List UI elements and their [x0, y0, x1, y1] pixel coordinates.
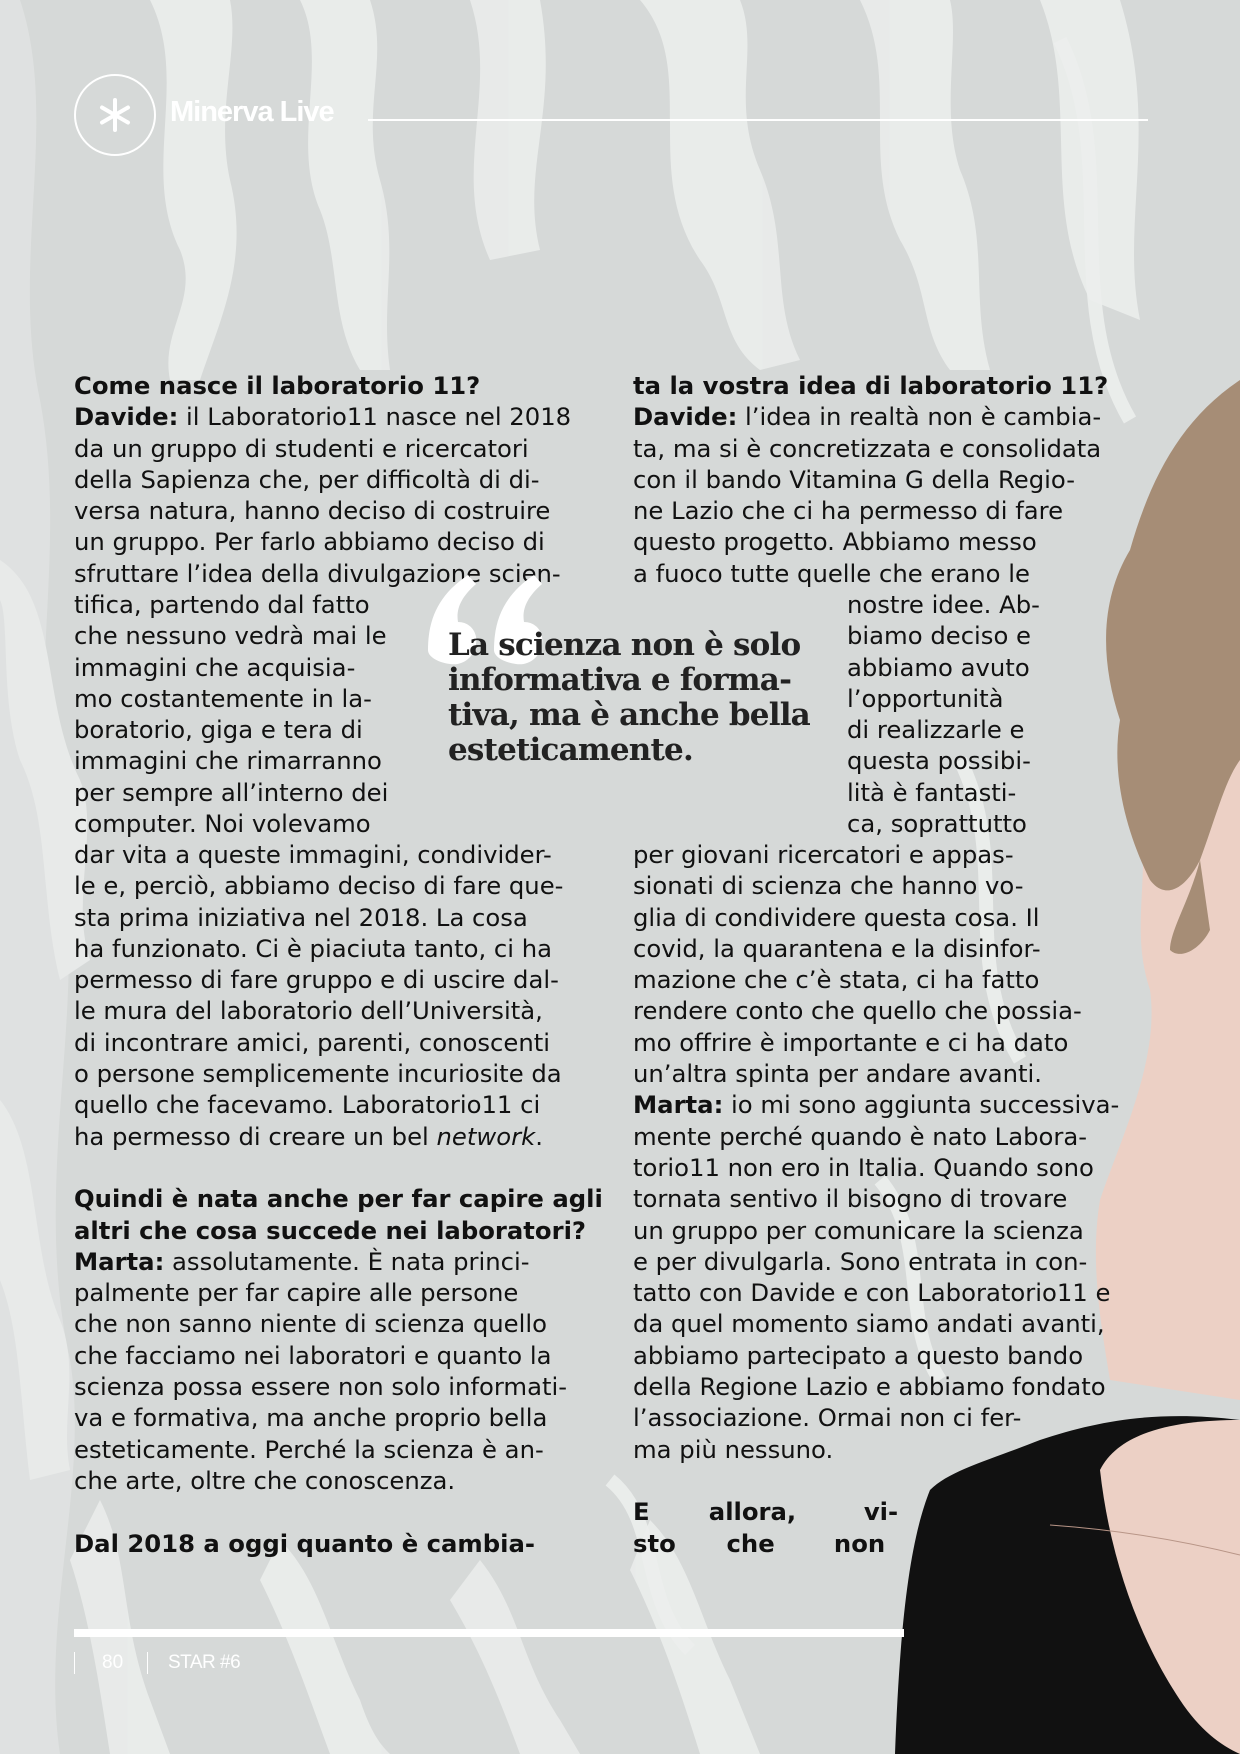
text-line: ta, ma si è concretizzata e consolidata — [633, 433, 1102, 463]
text-line: l’opportunità — [847, 683, 1004, 713]
text-line: a fuoco tutte quelle che erano le — [633, 558, 1030, 588]
text-line: biamo deciso e — [847, 621, 1031, 651]
text-line: esteticamente. Perché la scienza è an- — [74, 1434, 544, 1464]
text-line: E allora, vi- — [633, 1497, 899, 1527]
right-column-top — [633, 370, 1108, 589]
text-line: covid, la quarantena e la disinfor- — [633, 933, 1041, 963]
text-line: tifica, partendo dal fatto — [74, 590, 370, 619]
text-line: che non sanno niente di scienza quello — [74, 1309, 547, 1339]
text-line: l’associazione. Ormai non ci fer- — [633, 1403, 1022, 1433]
text-line: per giovani ricercatori e appas- — [633, 840, 1014, 869]
text-line: Davide: il Laboratorio11 nasce nel 2018 — [74, 402, 572, 432]
asterisk-icon — [76, 76, 154, 154]
text-line: altri che cosa succede nei laboratori? — [74, 1215, 586, 1245]
text-line: di incontrare amici, parenti, conoscenti — [74, 1027, 551, 1057]
text-line: ha funzionato. Ci è piaciuta tanto, ci ha — [74, 933, 553, 963]
text-line: mo offrire è importante e ci ha dato — [633, 1027, 1069, 1057]
text-line: abbiamo partecipato a questo bando — [633, 1340, 1084, 1370]
text-line: ta la vostra idea di laboratorio 11? — [633, 371, 1109, 400]
text-line: un’altra spinta per andare avanti. — [633, 1059, 1043, 1089]
text-line: questo progetto. Abbiamo messo — [633, 527, 1037, 557]
footer-bar — [74, 1629, 904, 1637]
text-line: palmente per far capire alle persone — [74, 1278, 519, 1308]
text-line: boratorio, giga e tera di — [74, 715, 363, 745]
text-line: da un gruppo di studenti e ricercatori — [74, 433, 529, 463]
text-line: mazione che c’è stata, ci ha fatto — [633, 965, 1040, 995]
text-line: sionati di scienza che hanno vo- — [633, 871, 1024, 901]
text-line: con il bando Vitamina G della Regio- — [633, 464, 1076, 494]
header-logo — [74, 74, 156, 156]
header-rule — [368, 119, 1148, 121]
left-column-top — [74, 370, 571, 589]
text-line: ha permesso di creare un bel network. — [74, 1121, 543, 1151]
text-line: permesso di fare gruppo e di uscire dal- — [74, 965, 559, 995]
text-line: di realizzarle e — [847, 715, 1025, 745]
text-line: ca, soprattutto — [847, 809, 1027, 839]
right-column-wrap — [847, 589, 1040, 839]
text-line: informativa e forma- — [448, 662, 792, 698]
text-line: La scienza non è solo — [448, 627, 801, 663]
text-line: dar vita a queste immagini, condivider- — [74, 840, 552, 869]
text-line: Quindi è nata anche per far capire agli — [74, 1184, 603, 1214]
text-line: rendere conto che quello che possia- — [633, 996, 1082, 1026]
text-line: della Regione Lazio e abbiamo fondato — [633, 1372, 1106, 1402]
text-line: sta prima iniziativa nel 2018. La cosa — [74, 902, 528, 932]
left-column-bottom — [74, 839, 603, 1559]
text-line: che facciamo nei laboratori e quanto la — [74, 1340, 552, 1370]
text-line: versa natura, hanno deciso di costruire — [74, 496, 551, 526]
right-column-bottom — [633, 839, 1119, 1559]
text-line: le e, perciò, abbiamo deciso di fare que- — [74, 871, 564, 901]
text-line: sto che non — [633, 1528, 886, 1558]
text-line: le mura del laboratorio dell’Università, — [74, 996, 543, 1026]
text-line: tatto con Davide e con Laboratorio11 e — [633, 1278, 1111, 1308]
text-line — [74, 1496, 603, 1527]
text-line — [633, 1465, 1119, 1496]
text-line: quello che facevamo. Laboratorio11 ci — [74, 1090, 541, 1120]
text-line: e per divulgarla. Sono entrata in con- — [633, 1246, 1088, 1276]
text-line: Marta: assolutamente. È nata princi- — [74, 1246, 530, 1276]
text-line: esteticamente. — [448, 732, 693, 768]
text-line: tornata sentivo il bisogno di trovare — [633, 1184, 1068, 1214]
text-line: immagini che acquisia- — [74, 652, 356, 682]
text-line: va e formativa, ma anche proprio bella — [74, 1403, 548, 1433]
text-line: Marta: io mi sono aggiunta successiva- — [633, 1090, 1120, 1120]
header-title: Minerva Live — [170, 96, 334, 128]
text-line: lità è fantasti- — [847, 777, 1017, 807]
text-line: immagini che rimarranno — [74, 746, 382, 776]
footer-divider — [74, 1652, 75, 1674]
text-line: torio11 non ero in Italia. Quando sono — [633, 1152, 1094, 1182]
page-number: 80 — [102, 1652, 124, 1673]
left-column-wrap — [74, 589, 388, 839]
text-line: per sempre all’interno dei — [74, 777, 389, 807]
text-line: questa possibi- — [847, 746, 1031, 776]
text-line: Dal 2018 a oggi quanto è cambia- — [74, 1528, 535, 1558]
text-line: ma più nessuno. — [633, 1434, 834, 1464]
text-line: abbiamo avuto — [847, 652, 1030, 682]
text-line: che arte, oltre che conoscenza. — [74, 1465, 456, 1495]
footer-divider — [147, 1652, 148, 1674]
text-line: un gruppo. Per farlo abbiamo deciso di — [74, 527, 545, 557]
text-line: mente perché quando è nato Labora- — [633, 1121, 1088, 1151]
text-line: Davide: l’idea in realtà non è cambia- — [633, 402, 1102, 432]
pull-quote — [448, 628, 828, 768]
text-line: glia di condividere questa cosa. Il — [633, 902, 1040, 932]
text-line: un gruppo per comunicare la scienza — [633, 1215, 1084, 1245]
text-line: della Sapienza che, per difficoltà di di- — [74, 464, 540, 494]
text-line: ne Lazio che ci ha permesso di fare — [633, 496, 1064, 526]
text-line: scienza possa essere non solo informati- — [74, 1372, 568, 1402]
text-line: Come nasce il laboratorio 11? — [74, 371, 481, 400]
text-line: o persone semplicemente incuriosite da — [74, 1059, 562, 1089]
text-line: da quel momento siamo andati avanti, — [633, 1309, 1105, 1339]
text-line: mo costantemente in la- — [74, 683, 372, 713]
text-line: tiva, ma è anche bella — [448, 697, 810, 733]
text-line: computer. Noi volevamo — [74, 809, 371, 839]
text-line: nostre idee. Ab- — [847, 590, 1040, 619]
text-line: sfruttare l’idea della divulgazione scien- — [74, 558, 561, 588]
text-line: che nessuno vedrà mai le — [74, 621, 387, 651]
text-line — [74, 1152, 603, 1183]
issue-label: STAR #6 — [168, 1652, 241, 1673]
